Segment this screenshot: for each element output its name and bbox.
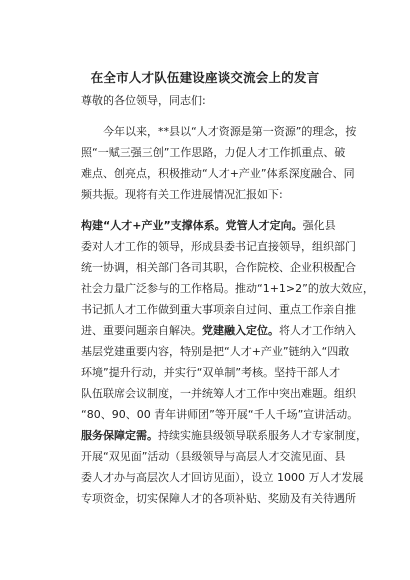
service-guarantee-heading: 服务保障定需。	[81, 429, 158, 442]
paragraph-gap	[81, 111, 341, 121]
document-title: 在全市人才队伍建设座谈交流会上的发言	[90, 70, 320, 85]
body-line: 委人才办与高层次人才回访见面），设立 1000 万人才发展	[81, 471, 364, 484]
body-line: “80、90、00 青年讲师团”等开展“千人千场”宣讲活动。	[81, 408, 359, 421]
body-line: 环境”提升行动，并实行“双单制”考核。坚持干部人才	[81, 366, 341, 379]
line6-rest: 将人才工作纳入	[279, 324, 356, 337]
body-line: 统一协调，相关部门各司其职，合作院校、企业积极配合	[81, 261, 356, 274]
document-body	[81, 90, 374, 509]
body-line	[81, 425, 367, 446]
intro-line: 频共振。现将有关工作进展情况汇报如下:	[81, 188, 283, 201]
section1-heading-line	[81, 215, 341, 236]
body-line: 委对人才工作的领导，形成县委书记直接领导，组织部门	[81, 240, 356, 253]
section1-heading: 构建“人才+产业”支撑体系。党管人才定向。	[81, 219, 303, 232]
section1-heading-rest: 强化县	[302, 219, 336, 232]
party-building-heading: 党建融入定位。	[202, 324, 279, 337]
paragraph-gap	[81, 205, 341, 215]
body-line: 书记抓人才工作做到重大事项亲自过问、重点工作亲自推	[81, 303, 356, 316]
body-line: 队伍联席会议制度，一并统筹人才工作中突出难题。组织	[81, 387, 356, 400]
body-line	[81, 320, 356, 341]
line11-rest: 持续实施县级领导联系服务人才专家制度，	[158, 429, 367, 442]
intro-line: 今年以来，**县以“人才资源是第一资源”的理念，按	[103, 125, 357, 138]
body-line: 社会力量广泛参与的工作格局。推动“1+1>2”的放大效应，	[81, 282, 374, 295]
body-line: 专项资金，切实保障人才的各项补贴、奖励及有关待遇所	[81, 492, 356, 505]
body-line: 基层党建重要内容，特别是把“人才+产业”链纳入“四敢	[81, 345, 350, 358]
line6-start: 进、重要问题亲自解决。	[81, 324, 202, 337]
intro-line: 难点、创亮点，积极推动“人才+产业”体系深度融合、同	[81, 167, 355, 180]
body-line: 开展“双见面”活动（县级领导与高层人才交流见面、县	[81, 450, 346, 463]
greeting-line: 尊敬的各位领导，同志们:	[81, 94, 206, 107]
intro-line: 照“一赋三强三创”工作思路，力促人才工作抓重点、破	[81, 146, 346, 159]
